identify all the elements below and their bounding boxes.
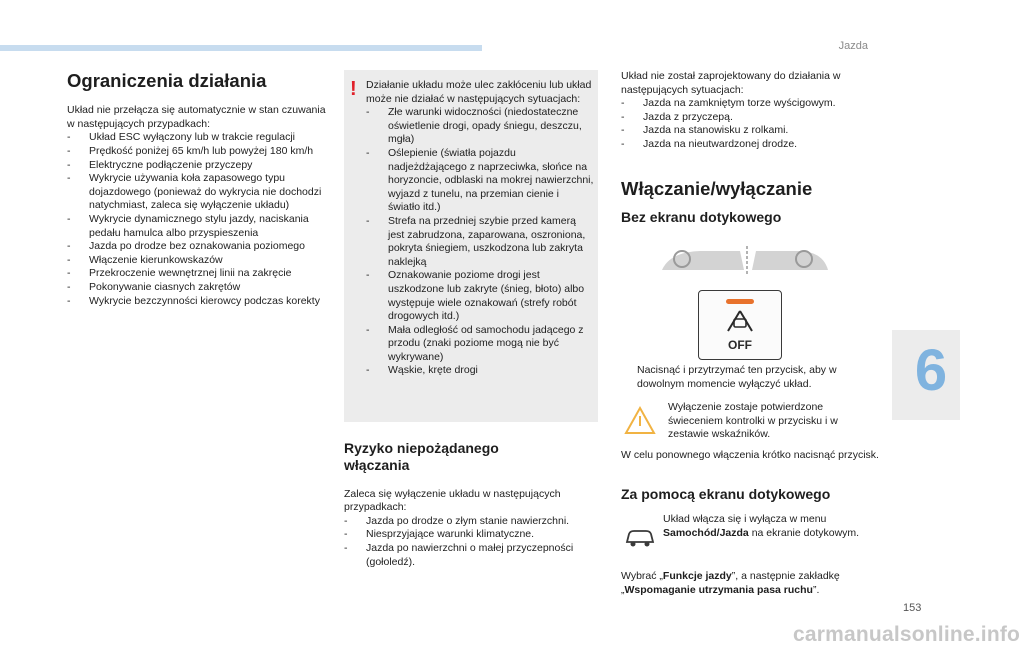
dashboard-illustration	[660, 246, 830, 276]
select-text	[621, 570, 881, 597]
dashboard-right-panel	[752, 251, 828, 270]
warning-list	[366, 106, 594, 378]
list-item: - Wykrycie dynamicznego stylu jazdy, naciskania pedału hamulca albo przyspieszenia	[67, 213, 329, 240]
off-label: OFF	[728, 338, 752, 352]
select-function-name: Funkcje jazdy	[662, 570, 732, 582]
risk-title: Ryzyko niepożądanego włączania	[344, 440, 499, 473]
not-designed-intro: Układ nie został zaprojektowany do działania w następujących sytuacjach:	[621, 70, 841, 96]
list-item: - Wykrycie używania koła zapasowego typu dojazdowego (ponieważ do wykrycia nie dochodzi natychmiast, zaleca się wyłączenie układu)	[67, 172, 329, 213]
touch-title: Za pomocą ekranu dotykowego	[621, 486, 831, 502]
list-item: - Jazda po drodze bez oznakowania poziomego	[67, 240, 329, 254]
list-item: - Elektryczne podłączenie przyczepy	[67, 159, 329, 173]
warning-text	[366, 79, 594, 378]
touch-text-pre: Układ włącza się i wyłącza w menu	[663, 513, 827, 525]
select-mid: ”, a następnie zakładkę „	[621, 570, 840, 596]
risk-intro: Zaleca się wyłączenie układu w następujących przypadkach:	[344, 487, 561, 514]
touch-text-post: na ekranie dotykowym.	[748, 526, 860, 539]
list-item: - Złe warunki widoczności (niedostateczne oświetlenie drogi, opady śniegu, deszczu, mgła)	[366, 106, 594, 147]
risk-list	[344, 515, 602, 569]
select-tab-name: Wspomaganie utrzymania pasa ruchu	[624, 583, 813, 596]
list-item: - Pokonywanie ciasnych zakrętów	[67, 281, 329, 295]
no-touch-title: Bez ekranu dotykowego	[621, 209, 782, 225]
chapter-number: 6	[914, 338, 948, 403]
watermark: carmanualsonline.info	[793, 623, 1020, 646]
limitations-intro: Układ nie przełącza się automatycznie w stan czuwania w następujących przypadkach:	[67, 104, 326, 130]
list-item: - Jazda na zamkniętym torze wyścigowym.	[621, 97, 881, 111]
car-icon	[624, 524, 656, 550]
list-item: - Włączenie kierunkowskazów	[67, 254, 329, 268]
list-item: - Strefa na przedniej szybie przed kamerą jest zabrudzona, zaparowana, oszroniona, pokryta śniegiem, uszkodzona lub zakryta naklejką	[366, 215, 594, 269]
confirm-text: Wyłączenie zostaje potwierdzone świeceniem kontrolki w przycisku i w zestawie wskaźników.	[668, 401, 838, 441]
warning-icon: !	[350, 78, 357, 100]
warning-box	[344, 70, 598, 422]
warning-intro: Działanie układu może ulec zakłóceniu lub układ może nie działać w następujących sytuacjach:	[366, 79, 592, 105]
page-number: 153	[903, 602, 922, 614]
limitations-section	[67, 70, 329, 308]
touch-text	[663, 513, 863, 540]
press-text: Nacisnąć i przytrzymać ten przycisk, aby w dowolnym momencie wyłączyć układ.	[637, 364, 837, 390]
list-item: - Jazda na nieutwardzonej drodze.	[621, 138, 881, 152]
list-item: - Prędkość poniżej 65 km/h lub powyżej 180 km/h	[67, 145, 329, 159]
list-item: - Jazda po nawierzchni o małej przyczepności (gołoledź).	[344, 542, 602, 569]
onoff-title: Włączanie/wyłączanie	[621, 178, 813, 199]
section-title: Jazda	[838, 40, 868, 52]
limitations-list	[67, 131, 329, 308]
list-item: - Mała odległość od samochodu jadącego z przodu (znaki poziome mogą nie być wykrywane)	[366, 324, 594, 365]
select-pre: Wybrać „	[621, 570, 663, 582]
limitations-title: Ograniczenia działania	[67, 70, 267, 91]
warning-lamp-icon	[624, 406, 656, 436]
list-item: - Układ ESC wyłączony lub w trakcie regulacji	[67, 131, 329, 145]
lane-assist-off-button[interactable]	[698, 290, 782, 360]
list-item: - Jazda na stanowisku z rolkami.	[621, 124, 881, 138]
list-item: - Oślepienie (światła pojazdu nadjeżdżającego z naprzeciwka, słońce na horyzoncie, odblaski na mokrej nawierzchni, wyjazd z tunelu, na przemian cienie i światło itd.)	[366, 147, 594, 215]
list-item: - Niesprzyjające warunki klimatyczne.	[344, 528, 602, 542]
not-designed-section	[621, 70, 881, 152]
list-item: - Wąskie, kręte drogi	[366, 364, 594, 378]
risk-section	[344, 440, 602, 569]
not-designed-list	[621, 97, 881, 151]
header-bar	[0, 45, 482, 51]
list-item: - Jazda z przyczepą.	[621, 111, 881, 125]
reactivate-text: W celu ponownego włączenia krótko nacisnąć przycisk.	[621, 449, 879, 461]
select-post: ”.	[812, 583, 820, 596]
touch-menu-name: Samochód/Jazda	[663, 526, 749, 539]
list-item: - Oznakowanie poziome drogi jest uszkodzone lub zakryte (śnieg, błoto) albo występuje wiele oznakowań (strefy robót drogowych itd.)	[366, 269, 594, 323]
list-item: - Przekroczenie wewnętrznej linii na zakręcie	[67, 267, 329, 281]
list-item: - Wykrycie bezczynności kierowcy podczas korekty	[67, 295, 329, 309]
press-instruction	[621, 364, 881, 391]
list-item: - Jazda po drodze o złym stanie nawierzchni.	[344, 515, 602, 529]
